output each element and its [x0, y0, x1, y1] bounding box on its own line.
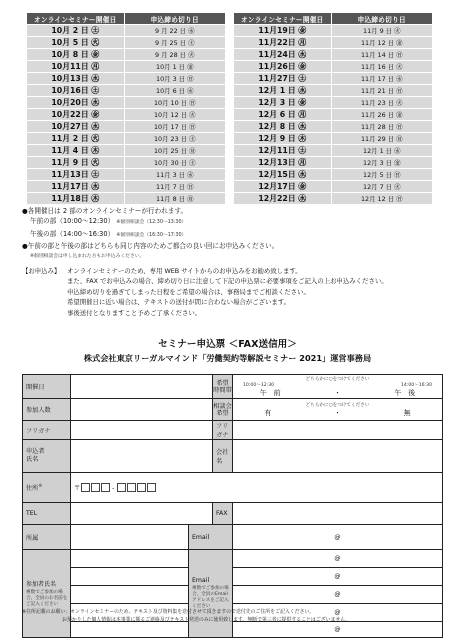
application-line-1: オンラインセミナーのため、専用 WEB サイトからのお申込みをお勧め致します。	[67, 267, 302, 275]
schedule-table-left	[26, 12, 226, 205]
deadline-date: 12月 5 日 ㊐	[331, 169, 433, 181]
schedule-row	[27, 145, 226, 157]
application-line-2: また、FAX でお申込みの場合、締め切り日に注意して下記の申込票に必要事項をご記入の上お申込みください。	[67, 277, 388, 286]
date-field[interactable]	[71, 375, 213, 399]
deadline-date: 11月 8 日 ㊊	[124, 193, 226, 205]
applicant-field[interactable]	[71, 440, 213, 473]
seminar-date: 12月 1 日 ㊌	[234, 85, 332, 97]
seminar-date: 10月16日 ㊏	[27, 85, 125, 97]
seminar-date: 12月 8 日 ㊌	[234, 121, 332, 133]
seminar-date: 11月18日 ㊍	[27, 193, 125, 205]
seminar-date: 12月 6 日 ㊊	[234, 109, 332, 121]
deadline-date: 11月 7 日 ㊐	[124, 181, 226, 193]
seminar-date: 11月 2 日 ㊋	[27, 133, 125, 145]
deadline-date: 10月 3 日 ㊐	[124, 73, 226, 85]
note-same-content: ●午前の部と午後の部はどちらも同じ内容のためご都合の良い回にお申込みください。	[22, 242, 279, 251]
schedule-notes	[22, 206, 442, 262]
deadline-date: 9 月 25 日 ㊏	[124, 37, 226, 49]
schedule-row	[27, 37, 226, 49]
schedule-row	[234, 85, 433, 97]
furigana-label-1: フリガナ	[23, 421, 71, 440]
schedule-row	[27, 133, 226, 145]
seminar-date: 12月11日 ㊏	[234, 145, 332, 157]
consult-label: 相談会 希望	[213, 399, 233, 421]
schedule-table-right	[233, 12, 433, 205]
deadline-date: 12月 3 日 ㊎	[331, 157, 433, 169]
seminar-date: 10月 8 日 ㊎	[27, 49, 125, 61]
schedule-row	[234, 49, 433, 61]
schedule-row	[234, 25, 433, 37]
application-instructions	[22, 266, 442, 318]
schedule-row	[234, 97, 433, 109]
schedule-row	[27, 49, 226, 61]
deadline-date: 11月 14 日 ㊐	[331, 49, 433, 61]
header-deadline: 申込締め切り日	[124, 13, 226, 25]
schedule-row	[234, 133, 433, 145]
schedule-row	[27, 25, 226, 37]
schedule-row	[234, 157, 433, 169]
address-label: 住所※	[23, 473, 71, 503]
application-line-3: 申込締め切りを過ぎてしまった日程をご希望の場合は、事務局までご相談ください。	[67, 287, 310, 296]
seminar-date: 11月 4 日 ㊍	[27, 145, 125, 157]
schedule-row	[27, 97, 226, 109]
consult-yes[interactable]: 有	[264, 408, 272, 417]
deadline-date: 11月 29 日 ㊊	[331, 133, 433, 145]
participant-email-field[interactable]: @	[233, 622, 443, 638]
deadline-date: 11月 28 日 ㊐	[331, 121, 433, 133]
fax-label: FAX	[213, 503, 233, 525]
participant-field[interactable]	[71, 568, 189, 586]
seminar-date: 12月22日 ㊌	[234, 193, 332, 205]
seminar-date: 11月 9 日 ㊋	[27, 157, 125, 169]
schedule-row	[234, 181, 433, 193]
participant-email-field[interactable]: @	[233, 568, 443, 586]
seminar-date: 10月 5 日 ㊋	[27, 37, 125, 49]
deadline-date: 11月 23 日 ㊋	[331, 97, 433, 109]
consult-choice[interactable]: どちらかに○をつけてください 有 ・ 無	[233, 399, 443, 421]
schedule-row	[234, 121, 433, 133]
email-label: Email	[189, 525, 233, 550]
seminar-date: 12月 9 日 ㊍	[234, 133, 332, 145]
count-label: 参加人数	[23, 399, 71, 421]
seminar-date: 12月15日 ㊌	[234, 169, 332, 181]
deadline-date: 12月 12 日 ㊐	[331, 193, 433, 205]
deadline-date: 11月 9 日 ㊋	[331, 25, 433, 37]
deadline-date: 12月 7 日 ㊋	[331, 181, 433, 193]
schedule-row	[234, 109, 433, 121]
pm-option[interactable]: 午 後	[394, 388, 416, 397]
note-am: 午前の部（10:00～12:30） ※個別相談会（12:30～13:30）	[30, 217, 187, 226]
schedule-row	[27, 121, 226, 133]
address-field[interactable]: 〒 -	[71, 473, 443, 503]
schedule-row	[27, 73, 226, 85]
deadline-date: 11月 12 日 ㊎	[331, 37, 433, 49]
seminar-date: 12月13日 ㊊	[234, 157, 332, 169]
seminar-date: 11月17日 ㊌	[27, 181, 125, 193]
email-field[interactable]: @	[233, 525, 443, 550]
schedule-row	[27, 181, 226, 193]
deadline-date: 11月 17 日 ㊌	[331, 73, 433, 85]
header-deadline: 申込締め切り日	[331, 13, 433, 25]
schedule-row	[234, 61, 433, 73]
seminar-date: 11月13日 ㊏	[27, 169, 125, 181]
tel-label: TEL	[23, 503, 71, 525]
application-label: 【お申込み】	[22, 267, 61, 275]
furigana-label-2: フリガナ	[213, 421, 233, 440]
footer-notes	[22, 608, 452, 624]
fax-application-form	[22, 374, 443, 638]
deadline-date: 10月 25 日 ㊊	[124, 145, 226, 157]
seminar-date: 10月13日 ㊌	[27, 73, 125, 85]
wish-time-label: 希望 時間帯	[213, 375, 233, 399]
deadline-date: 10月 17 日 ㊐	[124, 121, 226, 133]
participant-email-field[interactable]: @	[233, 586, 443, 604]
deadline-date: 9 月 22 日 ㊌	[124, 25, 226, 37]
seminar-date: 11月24日 ㊌	[234, 49, 332, 61]
company-field[interactable]	[233, 440, 443, 473]
schedule-row	[234, 169, 433, 181]
seminar-date: 10月11日 ㊊	[27, 61, 125, 73]
schedule-row	[234, 145, 433, 157]
participant-field[interactable]	[71, 550, 189, 568]
schedule-row	[234, 193, 433, 205]
schedule-row	[234, 73, 433, 85]
seminar-date: 10月 2 日 ㊏	[27, 25, 125, 37]
deadline-date: 10月 10 日 ㊐	[124, 97, 226, 109]
note-two-sessions: ●各開催日は 2 部のオンラインセミナーが行われます。	[22, 207, 188, 215]
participant-field[interactable]	[71, 586, 189, 604]
seminar-date: 12月17日 ㊎	[234, 181, 332, 193]
header-seminar-date: オンラインセミナー開催日	[234, 13, 332, 25]
deadline-date: 10月 23 日 ㊏	[124, 133, 226, 145]
seminar-date: 10月27日 ㊌	[27, 121, 125, 133]
seminar-date: 11月19日 ㊎	[234, 25, 332, 37]
seminar-date: 11月27日 ㊏	[234, 73, 332, 85]
note-consultation: ※個別相談会は申し込まれた方もお申込みください。	[30, 253, 145, 259]
footer-privacy-note: お預かりした個人情報は本事業に係るご連絡及びテキスト発送のみに使用致します。無断で第三者に提供することはございません。	[62, 617, 351, 623]
am-option[interactable]: 午 前	[259, 388, 281, 397]
schedule-row	[27, 157, 226, 169]
header-seminar-date: オンラインセミナー開催日	[27, 13, 125, 25]
deadline-date: 11月 16 日 ㊋	[331, 61, 433, 73]
deadline-date: 10月 12 日 ㊋	[124, 109, 226, 121]
participants-label: 参加者氏名 複数でご参加の場合、全員のお名前をご記入ください	[23, 550, 71, 638]
deadline-date: 10月 30 日 ㊏	[124, 157, 226, 169]
schedule-row	[27, 85, 226, 97]
furigana-field-1[interactable]	[71, 421, 213, 440]
tel-field[interactable]	[71, 503, 213, 525]
seminar-date: 12月 3 日 ㊎	[234, 97, 332, 109]
dept-label: 所属	[23, 525, 71, 550]
deadline-date: 11月 26 日 ㊎	[331, 109, 433, 121]
seminar-date: 10月20日 ㊌	[27, 97, 125, 109]
schedule-row	[234, 37, 433, 49]
dept-field[interactable]	[71, 525, 189, 550]
schedule-row	[27, 193, 226, 205]
fax-field[interactable]	[233, 503, 443, 525]
participant-email-field[interactable]: @	[233, 550, 443, 568]
date-label: 開催日	[23, 375, 71, 399]
deadline-date: 12月 1 日 ㊌	[331, 145, 433, 157]
schedule-row	[27, 109, 226, 121]
application-line-5: 事後送付となりますこと予めご了承ください。	[67, 308, 202, 317]
participant-email-field[interactable]: @	[233, 604, 443, 622]
seminar-date: 11月26日 ㊎	[234, 61, 332, 73]
fax-form-title: セミナー申込票 ＜FAX送信用＞	[158, 339, 297, 350]
count-field[interactable]	[71, 399, 213, 421]
application-line-4: 希望開催日に近い場合は、テキストの送付が間に合わない場合がございます。	[67, 298, 291, 307]
participants-email-label: Email 複数でご参加の場合、全員のEmailアドレスをご記入ください	[189, 550, 233, 638]
time-choice[interactable]: どちらかに○をつけてください 10:00～12:30 14:00～16:30 午 前 ・ 午 後	[233, 375, 443, 399]
consult-no[interactable]: 無	[403, 408, 411, 417]
seminar-date: 11月22日 ㊊	[234, 37, 332, 49]
deadline-date: 10月 1 日 ㊎	[124, 61, 226, 73]
company-label: 会社名	[213, 440, 233, 473]
seminar-date: 10月22日 ㊎	[27, 109, 125, 121]
fax-form-organizer: 株式会社東京リーガルマインド「労働契約等解説セミナー 2021」運営事務局	[83, 353, 372, 363]
furigana-field-2[interactable]	[233, 421, 443, 440]
schedule-row	[27, 61, 226, 73]
footer-address-note: ※住所記載のお願い：オンラインセミナーのため、テキスト及び資料集を送付させて頂きますので送付先のご住所をご記入ください。	[22, 609, 315, 615]
deadline-date: 9 月 28 日 ㊋	[124, 49, 226, 61]
deadline-date: 11月 21 日 ㊐	[331, 85, 433, 97]
deadline-date: 10月 6 日 ㊌	[124, 85, 226, 97]
schedule-row	[27, 169, 226, 181]
deadline-date: 11月 3 日 ㊌	[124, 169, 226, 181]
note-pm: 午後の部（14:00～16:30） ※個別相談会（16:30～17:30）	[30, 229, 187, 238]
applicant-label: 申込者 氏名	[23, 440, 71, 473]
